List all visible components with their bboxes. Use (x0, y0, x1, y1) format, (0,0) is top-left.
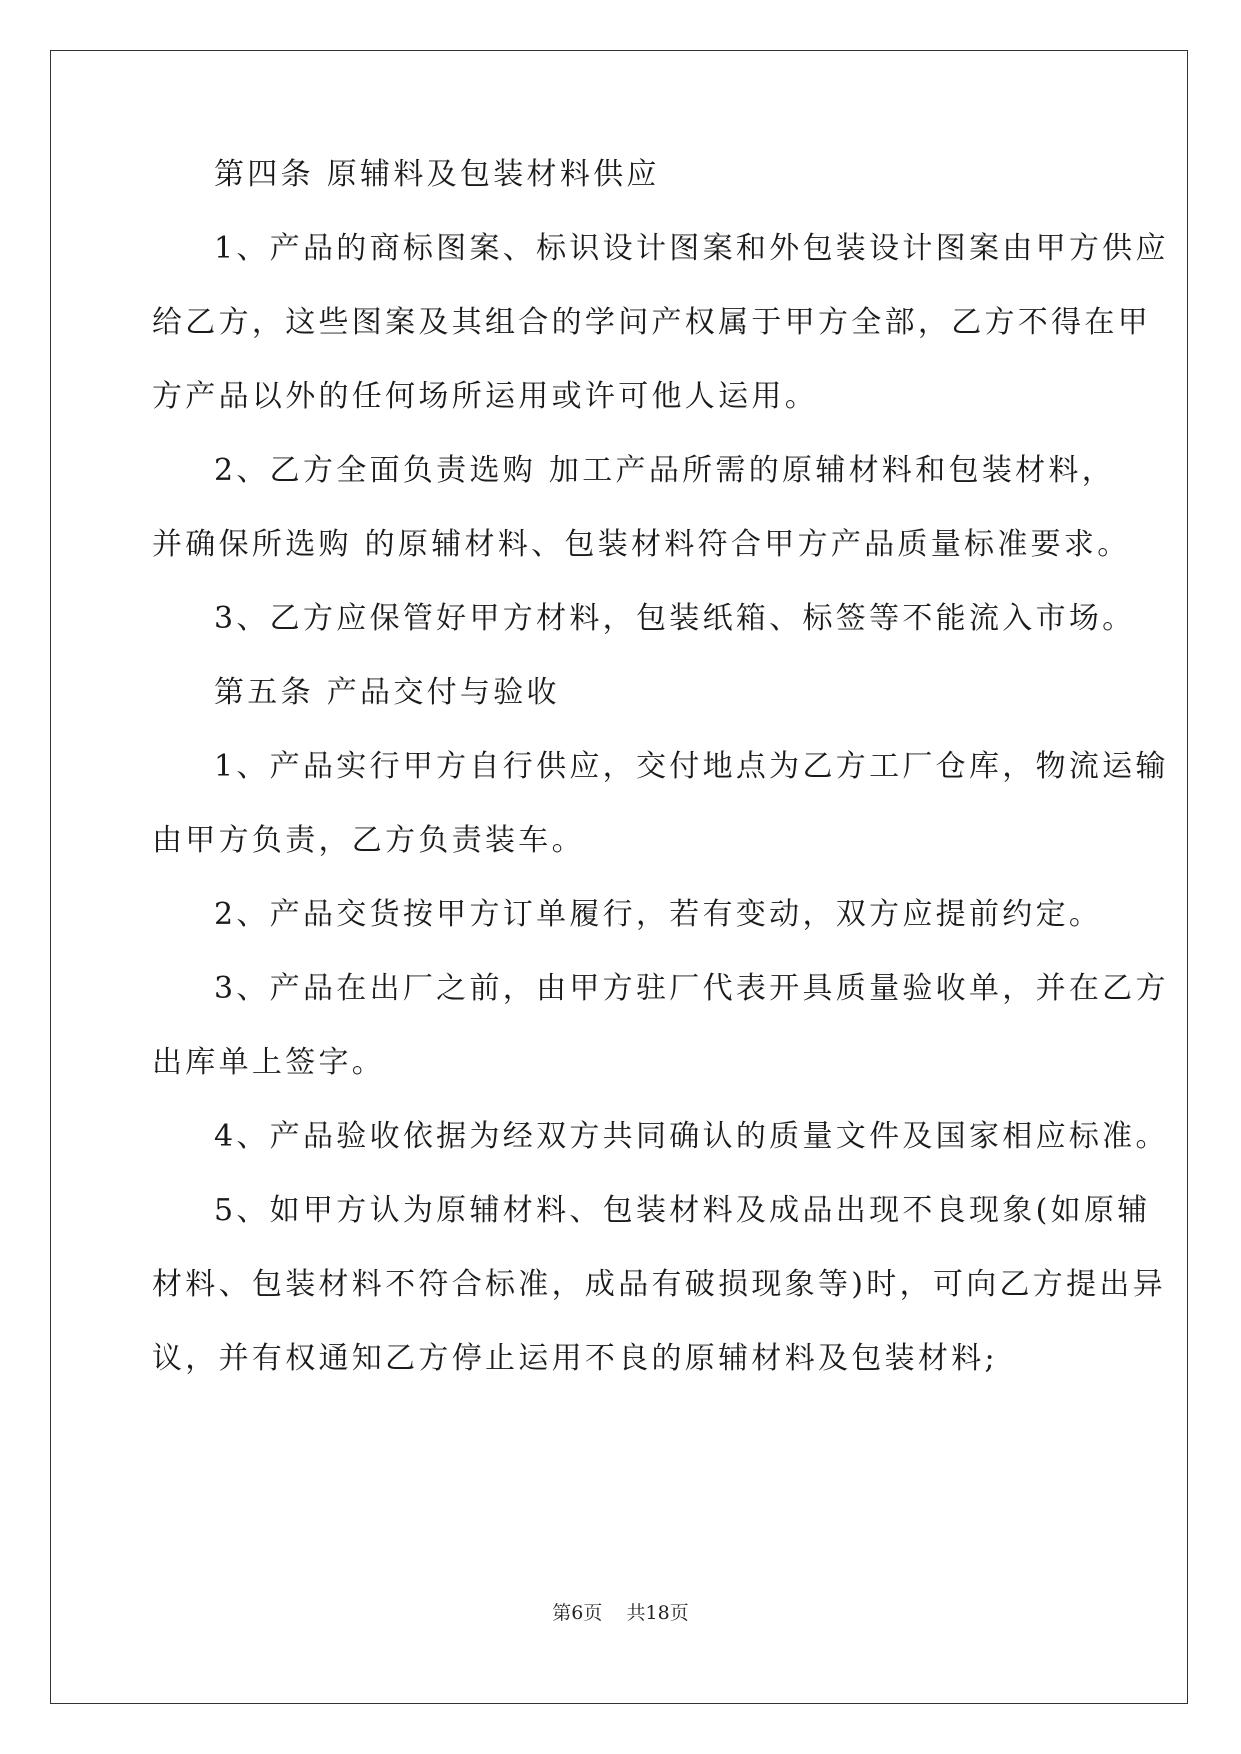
paragraph-line: 并确保所选购 的原辅材料、包装材料符合甲方产品质量标准要求。 (152, 527, 1131, 562)
paragraph-line: 议，并有权通知乙方停止运用不良的原辅材料及包装材料; (152, 1341, 998, 1376)
paragraph-line: 2、产品交货按甲方订单履行，若有变动，双方应提前约定。 (214, 897, 1103, 932)
paragraph-line: 5、如甲方认为原辅材料、包装材料及成品出现不良现象(如原辅 (214, 1193, 1151, 1228)
paragraph-line: 由甲方负责，乙方负责装车。 (152, 823, 585, 858)
paragraph-line: 给乙方，这些图案及其组合的学问产权属于甲方全部，乙方不得在甲 (152, 305, 1151, 340)
article-5-heading: 第五条 产品交付与验收 (214, 675, 560, 710)
page-footer (0, 1602, 1241, 1624)
paragraph-line: 1、产品实行甲方自行供应，交付地点为乙方工厂仓库，物流运输 (214, 749, 1169, 784)
page-total: 共18页 (626, 1602, 689, 1624)
paragraph-line: 3、产品在出厂之前，由甲方驻厂代表开具质量验收单，并在乙方 (214, 971, 1169, 1006)
paragraph-line: 方产品以外的任何场所运用或许可他人运用。 (152, 379, 818, 414)
page-number: 第6页 (552, 1602, 603, 1624)
paragraph-line: 2、乙方全面负责选购 加工产品所需的原辅材料和包装材料， (214, 453, 1116, 488)
page-border (50, 50, 1188, 1704)
paragraph-line: 出库单上签字。 (152, 1045, 386, 1080)
article-4-heading: 第四条 原辅料及包装材料供应 (214, 157, 660, 192)
paragraph-line: 材料、包装材料不符合标准，成品有破损现象等)时，可向乙方提出异 (152, 1267, 1167, 1302)
paragraph-line: 1、产品的商标图案、标识设计图案和外包装设计图案由甲方供应 (214, 231, 1169, 266)
paragraph-line: 4、产品验收依据为经双方共同确认的质量文件及国家相应标准。 (214, 1119, 1169, 1154)
paragraph-line: 3、乙方应保管好甲方材料，包装纸箱、标签等不能流入市场。 (214, 601, 1136, 636)
